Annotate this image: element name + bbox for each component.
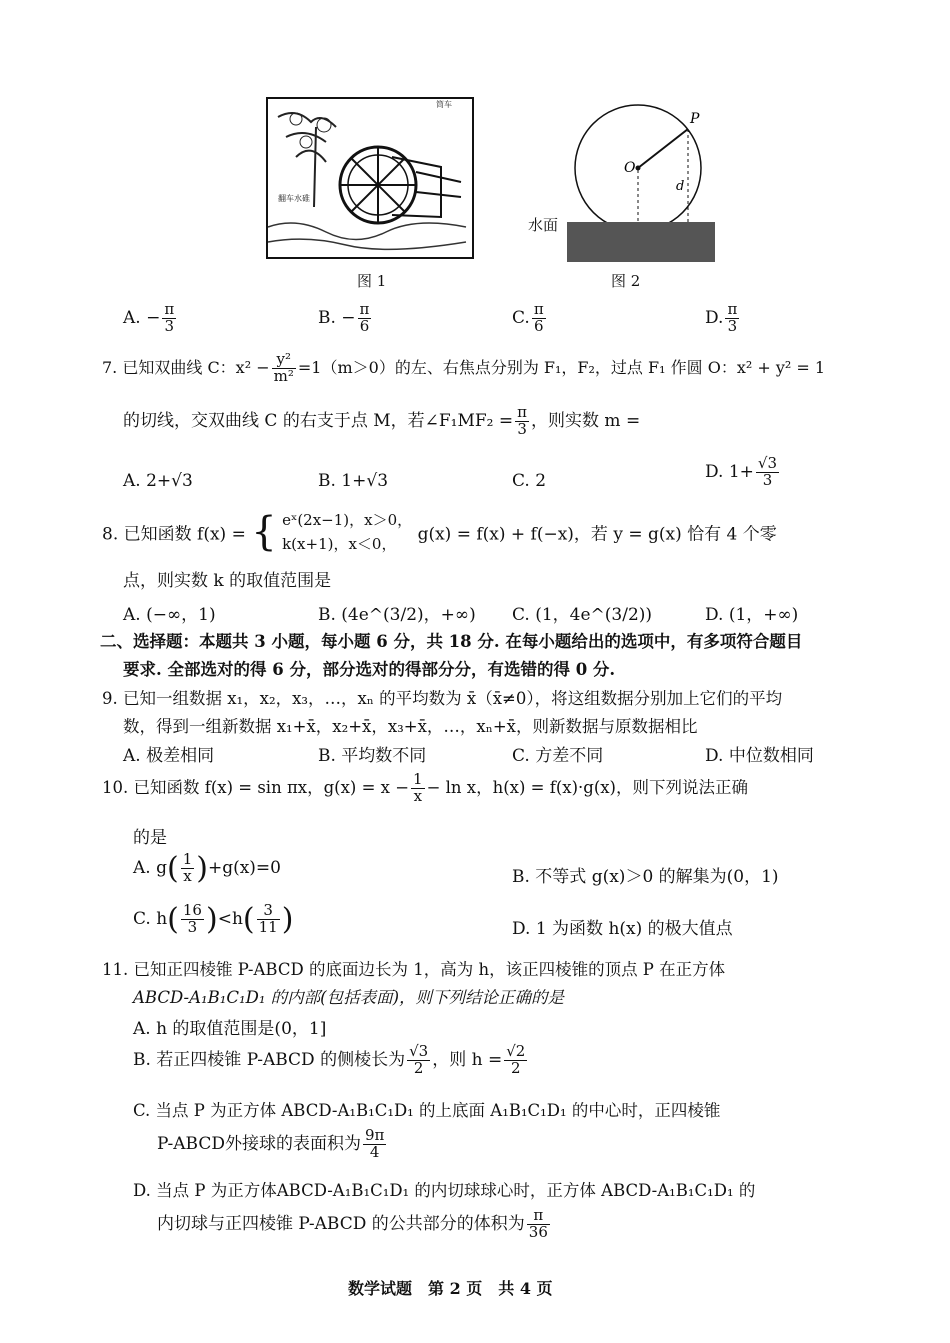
q11-option-d-line2: 内切球与正四棱锥 P-ABCD 的公共部分的体积为 $\frac{\pi}{36}$	[157, 1206, 548, 1241]
q11-option-b: B. 若正四棱锥 P-ABCD 的侧棱长为 $\frac{√3}{2}$ ，则 h = $\frac{√2}{2}$	[133, 1042, 526, 1077]
label-O: O	[624, 160, 636, 176]
q9-option-a: A. 极差相同	[123, 746, 215, 766]
page-footer: 数学试题 第 2 页 共 4 页	[348, 1279, 553, 1298]
q7-option-b: B. 1+√3	[318, 471, 389, 491]
label-P: P	[690, 111, 700, 127]
q10-option-d: D. 1 为函数 h(x) 的极大值点	[512, 919, 733, 939]
q7-line1: 7. 已知双曲线 C：x² − $\frac{\text{y²}}{\text{m²}}$ =1（m＞0）的左、右焦点分别为 F₁，F₂，过点 F₁ 作圆 O：x² + y² = 1	[102, 350, 826, 385]
q8-case2: k(x+1)，x＜0，	[282, 535, 397, 553]
q7-option-a: A. 2+√3	[123, 471, 193, 491]
q6-option-a: A. − $\frac{\pi}{3}$	[123, 300, 175, 335]
q9-line1: 9. 已知一组数据 x₁，x₂，x₃，…，xₙ 的平均数为 x̄（x̄≠0），将这组数据分别加上它们的平均	[102, 689, 783, 708]
q7-line2: 的切线，交双曲线 C 的右支于点 M，若∠F₁MF₂ = $\frac{\pi}{3}$ ，则实数 m =	[123, 403, 641, 438]
q11-option-a: A. h 的取值范围是(0，1]	[133, 1019, 327, 1039]
fig1-side-label: 翻车水碓	[278, 194, 310, 203]
figure-1	[266, 97, 474, 259]
q11-line1: 11. 已知正四棱锥 P-ABCD 的底面边长为 1，高为 h，该正四棱锥的顶点 P 在正方体	[102, 960, 726, 979]
waterwheel-illustration	[266, 97, 474, 259]
q9-option-d: D. 中位数相同	[705, 746, 814, 766]
fig2-caption: 图 2	[611, 272, 641, 290]
q8-option-a: A. (−∞，1)	[123, 605, 216, 625]
circle-water-diagram	[520, 92, 720, 267]
q8-line1: 8. 已知函数 f(x) = { eˣ(2x−1)，x＞0， k(x+1)，x＜0， g(x) = f(x) + f(−x)，若 y = g(x) 恰有 4 个零	[102, 509, 777, 555]
q8-option-d: D. (1，+∞)	[705, 605, 799, 625]
label-d: d	[676, 179, 685, 194]
q9-option-b: B. 平均数不同	[318, 746, 427, 766]
q8-line2: 点，则实数 k 的取值范围是	[123, 571, 332, 591]
q11-option-c-line2: P-ABCD外接球的表面积为 $\frac{9\pi}{4}$	[157, 1126, 385, 1161]
fig1-caption: 图 1	[357, 272, 387, 290]
q8-case1: eˣ(2x−1)，x＞0，	[282, 511, 413, 529]
q10-option-a: A. g( $\frac{1}{x}$ )+g(x)=0	[133, 850, 281, 886]
q9-line2: 数，得到一组新数据 x₁+x̄，x₂+x̄，x₃+x̄，…，xₙ+x̄，则新数据与原数据相比	[123, 717, 698, 736]
q8-option-c: C. (1，4e^(3/2))	[512, 605, 653, 625]
q7-option-c: C. 2	[512, 471, 547, 491]
section2-heading-line1: 二、选择题：本题共 3 小题，每小题 6 分，共 18 分. 在每小题给出的选项中，有多项符合题目	[100, 632, 803, 651]
q8-option-b: B. (4e^(3/2)，+∞)	[318, 605, 476, 625]
q10-line2: 的是	[133, 828, 167, 848]
q10-option-b: B. 不等式 g(x)＞0 的解集为(0，1)	[512, 867, 779, 887]
q11-option-c-line1: C. 当点 P 为正方体 ABCD-A₁B₁C₁D₁ 的上底面 A₁B₁C₁D₁ 的中心时，正四棱锥	[133, 1101, 721, 1120]
q6-option-b: B. − $\frac{\pi}{6}$	[318, 300, 370, 335]
figure-2	[520, 92, 720, 267]
q7-option-d: D. 1+ $\frac{√3}{3}$	[705, 454, 778, 489]
fig1-title: 筒车	[436, 100, 452, 109]
q11-line2: ABCD-A₁B₁C₁D₁ 的内部(包括表面)，则下列结论正确的是	[133, 988, 565, 1007]
q10-line1: 10. 已知函数 f(x) = sin πx，g(x) = x − $\frac{1}{x}$ − ln x，h(x) = f(x)·g(x)，则下列说法正确	[102, 770, 748, 805]
q10-option-c: C. h( $\frac{16}{3}$ )<h( $\frac{3}{11}$ )	[133, 901, 294, 937]
q6-option-c: C. $\frac{\pi}{6}$	[512, 300, 544, 335]
q11-option-d-line1: D. 当点 P 为正方体ABCD-A₁B₁C₁D₁ 的内切球球心时，正方体 ABCD-A₁B₁C₁D₁ 的	[133, 1181, 756, 1200]
water-surface-label: 水面	[528, 216, 559, 234]
q9-option-c: C. 方差不同	[512, 746, 604, 766]
q6-option-d: D. $\frac{\pi}{3}$	[705, 300, 738, 335]
section2-heading-line2: 要求. 全部选对的得 6 分，部分选对的得部分分，有选错的得 0 分.	[123, 660, 616, 679]
